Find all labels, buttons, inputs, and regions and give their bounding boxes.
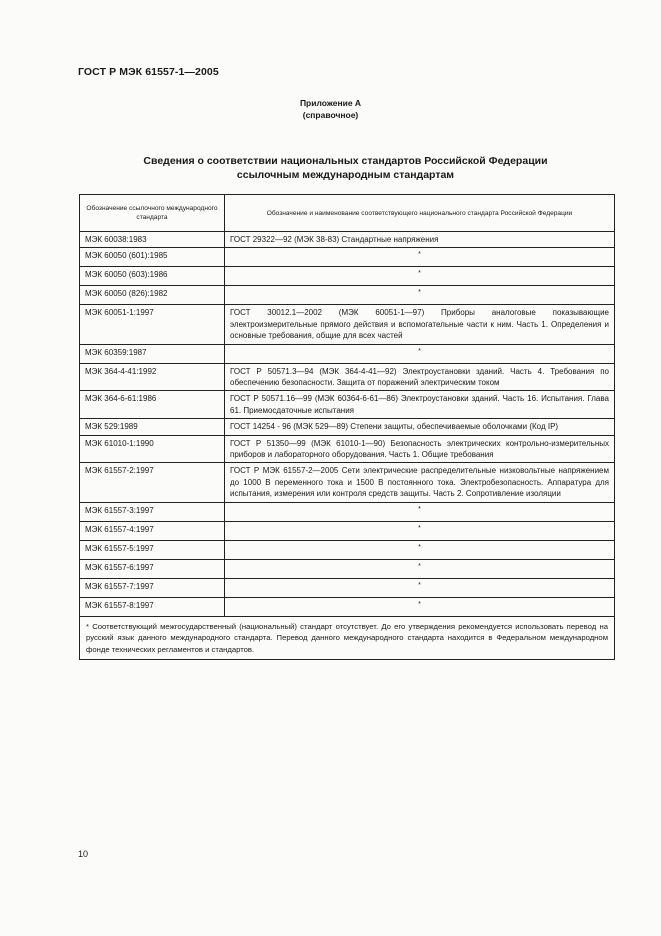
national-standard-cell: * — [225, 344, 615, 363]
national-standard-cell: * — [225, 521, 615, 540]
document-header: ГОСТ Р МЭК 61557-1—2005 — [78, 66, 219, 78]
national-standard-cell: ГОСТ 14254 - 96 (МЭК 529—89) Степени защиты, обеспечиваемые оболочками (Код IP) — [225, 419, 615, 435]
national-standard-cell: * — [225, 267, 615, 286]
table-row — [80, 419, 615, 435]
table-row — [80, 248, 615, 267]
international-standard-cell: МЭК 61557-7:1997 — [80, 578, 225, 597]
national-standard-cell: ГОСТ Р 50571.3—94 (МЭК 364-4-41—92) Электроустановки зданий. Часть 4. Требования по обеспечению безопасности. Защита от поражений электрическим током — [225, 363, 615, 391]
national-standard-cell: * — [225, 502, 615, 521]
section-title-line2: ссылочным международным стандартам — [236, 169, 455, 181]
international-standard-cell: МЭК 61557-6:1997 — [80, 559, 225, 578]
international-standard-cell: МЭК 60050 (826):1982 — [80, 286, 225, 305]
national-standard-cell: * — [225, 578, 615, 597]
table-row — [80, 305, 615, 344]
table-row — [80, 286, 615, 305]
header-international-standard: Обозначение ссылочного международного стандарта — [80, 195, 225, 232]
table-row — [80, 391, 615, 419]
annex-type: (справочное) — [302, 110, 359, 120]
annex-heading — [0, 97, 661, 121]
international-standard-cell: МЭК 61557-8:1997 — [80, 597, 225, 616]
international-standard-cell: МЭК 364-4-41:1992 — [80, 363, 225, 391]
international-standard-cell: МЭК 60050 (603):1986 — [80, 267, 225, 286]
international-standard-cell: МЭК 529:1989 — [80, 419, 225, 435]
national-standard-cell: * — [225, 540, 615, 559]
table-body — [80, 232, 615, 617]
table-row — [80, 435, 615, 463]
header-national-standard: Обозначение и наименование соответствующего национального стандарта Российской Федерации — [225, 195, 615, 232]
table-header-row — [80, 195, 615, 232]
national-standard-cell: ГОСТ 29322—92 (МЭК 38-83) Стандартные напряжения — [225, 232, 615, 248]
page-number: 10 — [78, 849, 89, 859]
national-standard-cell: ГОСТ Р МЭК 61557-2—2005 Сети электрические распределительные низковольтные напряжением до 1000 В переменного тока и 1500 В постоянного тока. Электробезопасность. Аппаратура для испытания, измерения или контроля средств защиты. Часть 2. Сопротивление изоляции — [225, 463, 615, 502]
table-row — [80, 597, 615, 616]
national-standard-cell: * — [225, 597, 615, 616]
national-standard-cell: * — [225, 248, 615, 267]
international-standard-cell: МЭК 61557-3:1997 — [80, 502, 225, 521]
national-standard-cell: * — [225, 286, 615, 305]
international-standard-cell: МЭК 60359:1987 — [80, 344, 225, 363]
international-standard-cell: МЭК 60050 (601):1985 — [80, 248, 225, 267]
national-standard-cell: ГОСТ Р 50571.16—99 (МЭК 60364-6-61—86) Электроустановки зданий. Часть 16. Испытания. Глава 61. Приемосдаточные испытания — [225, 391, 615, 419]
international-standard-cell: МЭК 61010-1:1990 — [80, 435, 225, 463]
annex-label: Приложение А — [299, 98, 362, 108]
table-row — [80, 521, 615, 540]
international-standard-cell: МЭК 60051-1:1997 — [80, 305, 225, 344]
national-standard-cell: * — [225, 559, 615, 578]
international-standard-cell: МЭК 61557-2:1997 — [80, 463, 225, 502]
table-row — [80, 463, 615, 502]
table-row — [80, 578, 615, 597]
national-standard-cell: ГОСТ 30012.1—2002 (МЭК 60051-1—97) Приборы аналоговые показывающие электроизмерительные прямого действия и вспомогательные части к ним. Часть 1. Определения и основные требования, общие для всех частей — [225, 305, 615, 344]
section-title-line1: Сведения о соответствии национальных стандартов Российской Федерации — [143, 155, 548, 167]
table-footnote: * Соответствующий межгосударственный (национальный) стандарт отсутствует. До его утверждения рекомендуется использовать перевод на русский язык данного международного стандарта. Перевод данного международного стандарта находится в Федеральном международном фонде технических регламентов и стандартов. — [80, 616, 615, 659]
international-standard-cell: МЭК 61557-5:1997 — [80, 540, 225, 559]
table-row — [80, 267, 615, 286]
international-standard-cell: МЭК 60038:1983 — [80, 232, 225, 248]
table-row — [80, 363, 615, 391]
national-standard-cell: ГОСТ Р 51350—99 (МЭК 61010-1—90) Безопасность электрических контрольно-измерительных приборов и лабораторного оборудования. Часть 1. Общие требования — [225, 435, 615, 463]
international-standard-cell: МЭК 61557-4:1997 — [80, 521, 225, 540]
table-row — [80, 232, 615, 248]
table-row — [80, 502, 615, 521]
footnote-row — [80, 616, 615, 659]
table-row — [80, 559, 615, 578]
section-title — [0, 154, 661, 182]
table-row — [80, 344, 615, 363]
standards-correspondence-table — [79, 194, 615, 660]
international-standard-cell: МЭК 364-6-61:1986 — [80, 391, 225, 419]
table-row — [80, 540, 615, 559]
